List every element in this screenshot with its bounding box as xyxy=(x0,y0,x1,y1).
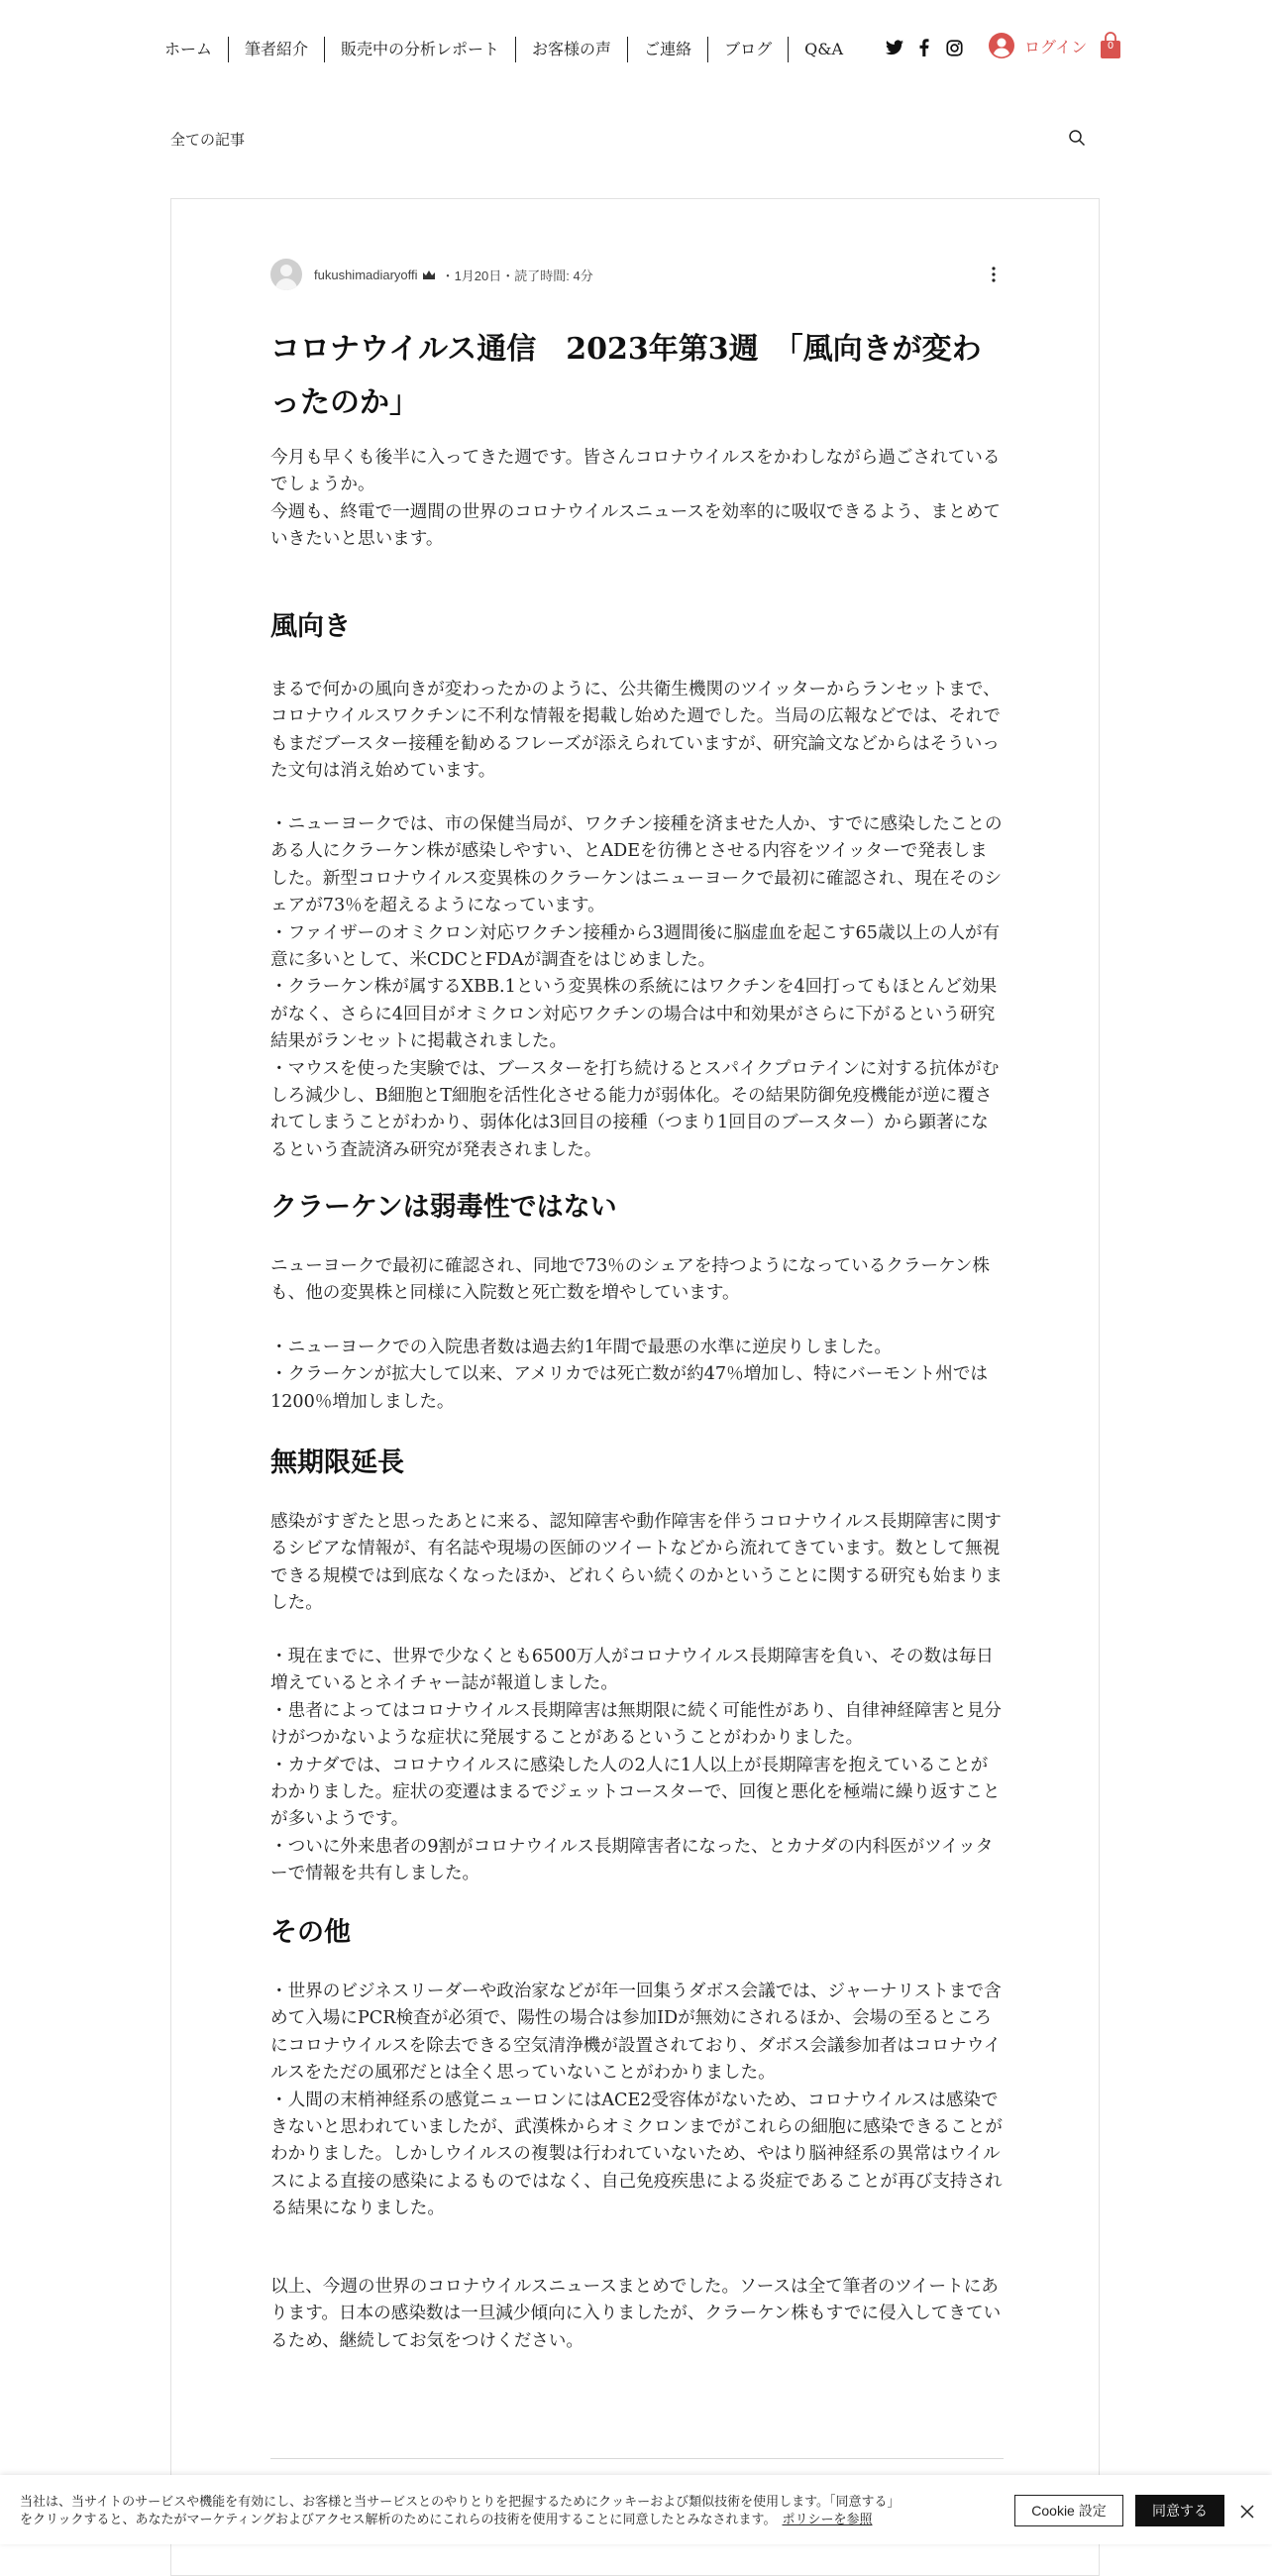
search-icon[interactable] xyxy=(1068,129,1086,151)
section-lead: ニューヨークで最初に確認され、同地で73％のシェアを持つようになっているクラーケン株も、他の変異株と同様に入院数と死亡数を増やしています。 xyxy=(270,1256,990,1304)
bullet-item: ・患者によってはコロナウイルス長期障害は無期限に続く可能性があり、自律神経障害と見分けがつかないような症状に発展することがあるということがわかりました。 xyxy=(270,1700,1002,1749)
section-heading: その他 xyxy=(270,1917,351,1948)
twitter-icon[interactable] xyxy=(885,38,904,57)
outro-paragraph: 以上、今週の世界のコロナウイルスニュースまとめでした。ソースは全て筆者のツイートにあります。日本の感染数は一旦減少傾向に入りましたが、クラーケン株もすでに侵入してきているため、継続してお気をつけください。 xyxy=(270,2277,1002,2351)
admin-crown-icon xyxy=(422,269,436,280)
section-bullets xyxy=(270,811,1004,1164)
intro-paragraph xyxy=(270,445,1004,554)
intro-line: 今月も早くも後半に入ってきた週です。皆さんコロナウイルスをかわしながら過ごされているでしょうか。 xyxy=(270,448,1001,495)
social-bar xyxy=(885,38,964,57)
bullet-item: ・ファイザーのオミクロン対応ワクチン接種から3週間後に脳虚血を起こす65歳以上の人が有意に多いとして、米CDCとFDAが調査をはじめました。 xyxy=(270,922,1001,971)
post-date: 1月20日 xyxy=(454,268,502,283)
intro-line: 今週も、終電で一週間の世界のコロナウイルスニュースを効率的に吸収できるよう、まとめていきたいと思います。 xyxy=(270,501,1002,550)
cookie-text-line: をクリックすると、あなたがマーケティングおよびアクセス解析のためにこれらの技術を使用することに同意したとみなされます。 xyxy=(20,2512,777,2526)
section-heading: 無期限延長 xyxy=(270,1448,404,1478)
post-meta xyxy=(270,259,1004,290)
bullet-item: ・ニューヨークでは、市の保健当局が、ワクチン接種を済ませた人か、すでに感染したことのある人にクラーケン株が感染しやすい、とADEを彷彿とさせる内容をツイッターで発表しました。新型コロナウイルス変異株のクラーケンはニューヨークで最初に確認され、現在そのシェアが73％を超えるようになっています。 xyxy=(270,814,1003,916)
bullet-item: ・世界のビジネスリーダーや政治家などが年一回集うダボス会議では、ジャーナリストまで含めて入場にPCR検査が必須で、陽性の場合は参加IDが無効にされるほか、会場の至るところにコロナウイルスを除去できる空気清浄機が設置されており、ダボス会議参加者はコロナウイルスをただの風邪だとは全く思っていないことがわかりました。 xyxy=(270,1982,1002,2084)
bullet-item: ・クラーケンが拡大して以来、アメリカでは死亡数が約47％増加し、特にバーモント州では1200％増加しました。 xyxy=(270,1364,989,1412)
section-bullets xyxy=(270,1335,1004,1416)
bullet-item: ・ついに外来患者の9割がコロナウイルス長期障害者になった、とカナダの内科医がツイッターで情報を共有しました。 xyxy=(270,1836,994,1884)
bullet-item: ・人間の末梢神経系の感覚ニューロンにはACE2受容体がないため、コロナウイルスは感染できないと思われていましたが、武漢株からオミクロンまでがこれらの細胞に感染できることがわかりました。しかしウイルスの複製は行われていないため、やはり脳神経系の異常はウイルスによる直接の感染によるものではなく、自己免疫疾患による炎症であることが再び支持される結果になりました。 xyxy=(270,2090,1003,2219)
all-posts-link[interactable]: 全ての記事 xyxy=(170,131,246,149)
section-lead: 感染がすぎたと思ったあとに来る、認知障害や動作障害を伴うコロナウイルス長期障害に関するシビアな情報が、有名誌や現場の医師のツイートなどから流れてきています。数として無視できる規模では到底なくなったほか、どれくらい続くのかということに関する研究も始まりました。 xyxy=(270,1512,1003,1614)
meta-separator: ・ xyxy=(441,268,455,283)
cart-count: 0 xyxy=(1107,41,1114,52)
facebook-icon[interactable] xyxy=(914,38,934,57)
section-lead: まるで何かの風向きが変わったかのように、公共衛生機関のツイッターからランセットまで、コロナウイルスワクチンに不利な情報を掲載し始めた週でした。当局の広報などでは、それでもまだブースター接種を勧めるフレーズが添えられていますが、研究論文などからはそういった文句は消え始めています。 xyxy=(270,680,1002,782)
cart-button[interactable] xyxy=(1100,32,1121,63)
nav-home[interactable]: ホーム xyxy=(164,40,213,58)
post-divider xyxy=(270,2458,1004,2459)
post-title: コロナウイルス通信 2023年第3週 「風向きが変わったのか」 xyxy=(270,332,982,420)
login-button[interactable] xyxy=(989,33,1087,58)
author-avatar[interactable] xyxy=(270,259,302,290)
read-time: 読了時間: 4分 xyxy=(514,268,593,283)
nav-blog[interactable]: ブログ xyxy=(707,37,788,62)
close-icon[interactable] xyxy=(1236,2501,1258,2522)
bullet-item: ・ニューヨークでの入院患者数は過去約1年間で最悪の水準に逆戻りしました。 xyxy=(270,1338,892,1357)
nav-testimonials[interactable]: お客様の声 xyxy=(515,37,627,62)
meta-separator: ・ xyxy=(501,268,515,283)
cookie-text-line: 当社は、当サイトのサービスや機能を有効にし、お客様と当サービスとのやりとりを把握するためにクッキーおよび類似技術を使用します。「同意する」 xyxy=(20,2494,901,2509)
instagram-icon[interactable] xyxy=(944,38,964,57)
more-options-icon[interactable] xyxy=(984,265,1004,284)
bullet-item: ・現在までに、世界で少なくとも6500万人がコロナウイルス長期障害を負い、その数は毎日増えているとネイチャー誌が報道しました。 xyxy=(270,1647,994,1694)
section-bullets xyxy=(270,1644,1004,1888)
section-bullets xyxy=(270,1979,1004,2223)
nav-reports[interactable]: 販売中の分析レポート xyxy=(324,37,515,62)
section-heading: 風向き xyxy=(270,611,351,642)
cookie-settings-button[interactable]: Cookie 設定 xyxy=(1014,2495,1123,2526)
policy-link[interactable]: ポリシーを参照 xyxy=(782,2512,873,2526)
bullet-item: ・マウスを使った実験では、ブースターを打ち続けるとスパイクプロテインに対する抗体がむしろ減少し、B細胞とT細胞を活性化させる能力が弱体化。その結果防御免疫機能が逆に覆されてしまうことがわかり、弱体化は3回目の接種（つまり1回目のブースター）から顕著になるという査読済み研究が発表されました。 xyxy=(270,1058,1000,1160)
section-heading: クラーケンは弱毒性ではない xyxy=(270,1192,617,1223)
author-name[interactable]: fukushimadiaryoffi xyxy=(314,267,418,282)
cookie-text xyxy=(20,2493,1001,2528)
nav-contact[interactable]: ご連絡 xyxy=(627,37,707,62)
main-nav xyxy=(157,30,859,69)
post-card xyxy=(170,198,1100,2576)
nav-qa[interactable]: Q&A xyxy=(788,37,859,62)
login-label: ログイン xyxy=(1024,37,1088,56)
category-bar xyxy=(170,127,1086,153)
bullet-item: ・クラーケン株が属するXBB.1という変異株の系統にはワクチンを4回打ってもほとんど効果がなく、さらに4回目がオミクロン対応ワクチンの場合は中和効果がさらに下がるという研究結果がランセットに掲載されました。 xyxy=(270,977,998,1052)
bullet-item: ・カナダでは、コロナウイルスに感染した人の2人に1人以上が長期障害を抱えていることがわかりました。症状の変遷はまるでジェットコースターで、回復と悪化を極端に繰り返すことが多いようです。 xyxy=(270,1755,1001,1830)
cookie-banner xyxy=(0,2475,1272,2544)
nav-author[interactable]: 筆者紹介 xyxy=(228,37,324,62)
user-avatar-icon xyxy=(989,33,1014,58)
cookie-accept-button[interactable]: 同意する xyxy=(1135,2495,1224,2526)
